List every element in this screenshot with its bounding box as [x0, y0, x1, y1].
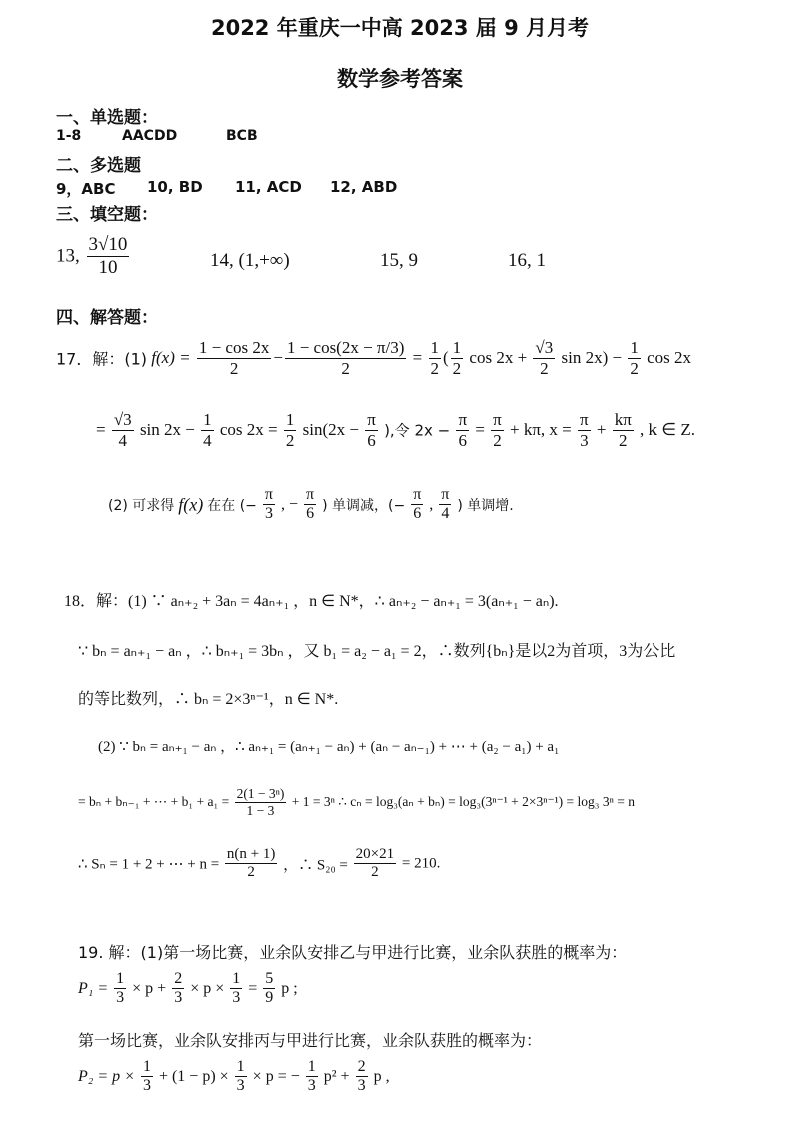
- q19-p1-num: 5: [263, 970, 275, 989]
- single-choice-group2: BCB: [226, 128, 258, 144]
- q17-l2-num: 1: [203, 410, 212, 429]
- q19-p1-text: p ;: [281, 979, 298, 997]
- q17-c2-den: 2: [630, 358, 639, 378]
- q19-p1-num: 1: [114, 970, 126, 989]
- q17-frac2: [285, 338, 406, 378]
- q17-p2-text: ) 单调减，(−: [322, 497, 406, 514]
- q19-p2-text: p ,: [373, 1067, 390, 1085]
- q17-half-den: 2: [430, 358, 439, 378]
- q17-p2-frac: [411, 486, 423, 524]
- q19-p2-den: 3: [307, 1077, 316, 1095]
- q13-label: 13,: [56, 245, 80, 267]
- q17-line2: [96, 410, 695, 450]
- multi-choice-answer: 9，ABC: [56, 180, 116, 198]
- q17-l2-num: 1: [285, 410, 295, 429]
- q17-p2-text: ,: [429, 495, 434, 513]
- q17-p2-num: π: [439, 486, 451, 505]
- q17-l2-frac: [456, 410, 469, 450]
- q19-p1-den: 9: [265, 989, 274, 1007]
- fill-blank-q14: 14, (1,+∞): [210, 250, 290, 271]
- q19-p2: [78, 1058, 390, 1096]
- q17-l2-num: √3: [113, 410, 132, 429]
- q19-p1-frac: [114, 970, 126, 1008]
- q17-l2-text: +: [596, 420, 607, 440]
- q17-l2-text: ),令 2x −: [384, 421, 451, 440]
- section-fill-blank-heading: 三、填空题：: [56, 205, 158, 225]
- q17-text: cos 2x +: [469, 348, 528, 368]
- q19-p1-den: 3: [232, 989, 241, 1007]
- q17-p2-frac: [304, 486, 316, 524]
- q17-p2-text: ) 单调增.: [457, 497, 514, 514]
- q17-line1: 17．解：(1) f(x) = $\frac{1 - \cos 2x}{2}$ − $\frac{1 - \cos(2x - \pi/3)}{2}$ = $\frac{1}{2}$ ( $\frac{1}{2}$ cos 2x + $\frac{√3}{2}$ sin 2x) − $\frac{1}{2}$ cos 2x: [56, 338, 692, 378]
- q19-p2-den: 3: [357, 1077, 366, 1095]
- q13-numerator: 3√10: [88, 234, 128, 255]
- q18-l5-text: = bₙ + bₙ₋₁ + ⋯ + b₁ + a₁ =: [78, 794, 230, 810]
- q18-l6-den: 2: [247, 864, 255, 881]
- q18-l5-frac: [235, 786, 287, 818]
- q18-line3: 的等比数列，∴ bₙ = 2×3ⁿ⁻¹，n ∈ N*.: [78, 691, 339, 708]
- q18-l5-den: 1 − 3: [246, 802, 275, 818]
- q17-l2-text: + kπ, x =: [510, 420, 572, 440]
- q17-l2-frac: [578, 410, 591, 450]
- fill-blank-q13: [56, 234, 131, 279]
- q17-l2-num: π: [458, 410, 468, 429]
- q19-p1-num: 1: [230, 970, 242, 989]
- q19-p1-frac: [263, 970, 275, 1008]
- q17-l2-den: 6: [458, 430, 468, 450]
- q18-l6-num: n(n + 1): [225, 846, 277, 864]
- q17-l2-frac: [491, 410, 504, 450]
- q19-p1-frac: [230, 970, 242, 1008]
- q17-l2-num: π: [493, 410, 502, 429]
- q17-frac2-den: 2: [341, 358, 350, 378]
- q19-p1-text: × p +: [132, 979, 167, 997]
- q19-p2-text: p² +: [323, 1067, 350, 1085]
- q19-p2-den: 3: [142, 1077, 151, 1095]
- q18-l6-text: ∴ Sₙ = 1 + 2 + ⋯ + n =: [78, 856, 220, 873]
- q19-p1-den: 3: [116, 989, 125, 1007]
- multi-choice-answer: 10, BD: [147, 178, 203, 196]
- q17-l2-den: 2: [619, 430, 628, 450]
- q18-l6-frac: [225, 846, 277, 882]
- q19-p1-num: 2: [172, 970, 184, 989]
- q17-paren: (: [443, 348, 449, 368]
- q19-p1-text: × p ×: [190, 979, 225, 997]
- q18-l6-den: 2: [371, 864, 379, 881]
- q17-p2-text: (2) 可求得: [108, 497, 175, 514]
- q17-l2-frac: [613, 410, 634, 450]
- q17-l2-text: , k ∈ Z.: [640, 420, 695, 440]
- q18-l6-frac: [354, 846, 396, 882]
- section-multi-choice-heading: 二、多选题: [56, 156, 141, 176]
- q19-line3: 第一场比赛，业余队安排丙与甲进行比赛，业余队获胜的概率为：: [78, 1031, 543, 1050]
- q19-p1: [78, 970, 298, 1008]
- q17-c2-num: 1: [630, 338, 639, 357]
- q19-p2-den: 3: [236, 1077, 245, 1095]
- q18-l5-num: 2(1 − 3ⁿ): [236, 786, 285, 801]
- q18-l6-text: = 210.: [401, 855, 441, 872]
- q17-p2-text: , −: [281, 495, 299, 513]
- q19-p2-num: 1: [306, 1058, 318, 1077]
- section-single-choice-heading: 一、单选题：: [56, 108, 158, 128]
- q17-l2-den: 2: [493, 430, 502, 450]
- fill-blank-q15: 15, 9: [380, 250, 418, 271]
- q17-l2-frac: [365, 410, 378, 450]
- q17-l2-text: sin 2x −: [139, 420, 195, 440]
- q17-p2-num: π: [411, 486, 423, 505]
- q19-p2-text: × p = −: [252, 1067, 300, 1085]
- q17-p2-den: 6: [306, 505, 315, 523]
- q17-p2-frac: [263, 486, 275, 524]
- q17-frac-s3: [533, 338, 555, 378]
- q19-p1-text: =: [248, 979, 258, 997]
- q17-l2-den: 4: [203, 430, 212, 450]
- q19-p2-num: 1: [235, 1058, 247, 1077]
- q19-p1-frac: [172, 970, 184, 1008]
- q17-frac2-num: 1 − cos(2x − π/3): [286, 338, 405, 357]
- q17-l2-den: 3: [580, 430, 589, 450]
- page-subtitle: 数学参考答案: [337, 67, 463, 91]
- single-choice-range: 1-8: [56, 128, 82, 144]
- fill-blank-q16: 16, 1: [508, 250, 546, 271]
- q17-l2-den: 2: [285, 430, 295, 450]
- q17-p2-frac: [439, 486, 451, 524]
- q17-l2-frac: [284, 410, 297, 450]
- q17-frac1-num: 1 − cos 2x: [198, 338, 270, 357]
- q17-p2-num: π: [263, 486, 275, 505]
- q19-p2-num: 2: [356, 1058, 368, 1077]
- q19-p2-num: 1: [141, 1058, 153, 1077]
- q18-line1: 18．解：(1) ∵ aₙ₊₂ + 3aₙ = 4aₙ₊₁ ，n ∈ N*，∴ aₙ₊₂ − aₙ₊₁ = 3(aₙ₊₁ − aₙ).: [64, 593, 559, 610]
- q17-part2: [108, 486, 514, 524]
- multi-choice-answer: 12, ABD: [330, 178, 398, 196]
- q18-l6-num: 20×21: [354, 846, 396, 864]
- q17-c1-den: 2: [452, 358, 462, 378]
- q17-c1-num: 1: [452, 338, 462, 357]
- q18-line5: [78, 786, 635, 818]
- page-title: 2022 年重庆一中高 2023 届 9 月月考: [210, 16, 590, 40]
- q17-l2-text: cos 2x =: [219, 420, 278, 440]
- q17-l2-num: π: [580, 410, 589, 429]
- q17-l2-den: 6: [367, 430, 376, 450]
- q17-s3-den: 2: [540, 358, 549, 378]
- q19-p1-den: 3: [174, 989, 183, 1007]
- q17-l2-num: kπ: [614, 410, 632, 429]
- q19-p2-frac: [235, 1058, 247, 1096]
- q17-fx: f(x) =: [151, 348, 191, 368]
- multi-choice-answer: 11, ACD: [235, 178, 302, 196]
- q17-l2-frac: [201, 410, 214, 450]
- q17-s3-num: √3: [535, 338, 554, 357]
- q19-p2-text: + (1 − p) ×: [158, 1067, 229, 1085]
- q17-text: cos 2x: [647, 348, 692, 368]
- q18-line4: (2) ∵ bₙ = aₙ₊₁ − aₙ ，∴ aₙ₊₁ = (aₙ₊₁ − aₙ) + (aₙ − aₙ₋₁) + ⋯ + (a₂ − a₁) + a₁: [98, 739, 560, 755]
- q17-eq: =: [412, 348, 423, 368]
- q18-l6-text: ，∴ S₂₀ =: [283, 857, 348, 874]
- q13-fraction: [87, 234, 130, 279]
- q17-label: 17．解：(1): [56, 349, 148, 369]
- q17-l2-den: 4: [118, 430, 128, 450]
- q19-line1: 19. 解：(1)第一场比赛，业余队安排乙与甲进行比赛，业余队获胜的概率为：: [78, 943, 628, 962]
- q17-l2-text: =: [475, 420, 485, 440]
- q17-p2-den: 4: [441, 505, 450, 523]
- q18-line6: [78, 846, 440, 882]
- q13-denominator: 10: [98, 256, 118, 278]
- q17-frac1: [197, 338, 272, 378]
- q17-half-num: 1: [430, 338, 439, 357]
- q17-l2-text: sin(2x −: [302, 420, 359, 440]
- single-choice-group1: AACDD: [122, 128, 178, 144]
- q17-frac-c1: [451, 338, 464, 378]
- q19-p2-text: P₂ = p ×: [78, 1067, 135, 1085]
- q17-p2-den: 6: [413, 505, 422, 523]
- q17-l2-frac: [112, 410, 134, 450]
- q17-text: sin 2x) −: [561, 348, 623, 368]
- q17-p2-fx: f(x): [178, 494, 204, 515]
- section-solutions-heading: 四、解答题：: [56, 308, 158, 328]
- q18-line2: ∵ bₙ = aₙ₊₁ − aₙ ，∴ bₙ₊₁ = 3bₙ ，又 b₁ = a₂ − a₁ = 2，∴数列{bₙ}是以2为首项，3为公比: [78, 643, 676, 660]
- q17-p2-num: π: [304, 486, 316, 505]
- q17-p2-den: 3: [264, 505, 273, 523]
- q17-frac1-den: 2: [229, 358, 239, 378]
- q19-p2-frac: [306, 1058, 318, 1096]
- q18-l5-text: + 1 = 3ⁿ ∴ cₙ = log₃(aₙ + bₙ) = log₃(3ⁿ⁻¹ + 2×3ⁿ⁻¹) = log₃ 3ⁿ = n: [291, 794, 635, 810]
- q19-p2-frac: [141, 1058, 153, 1096]
- q17-frac-half: [429, 338, 442, 378]
- q19-p1-text: P₁ =: [78, 979, 109, 997]
- q17-l2-num: π: [367, 410, 376, 429]
- q17-p2-text: 在在 (−: [207, 497, 257, 514]
- q19-p2-frac: [356, 1058, 368, 1096]
- q17-l2-text: =: [96, 420, 106, 440]
- q17-frac-c2: [628, 338, 641, 378]
